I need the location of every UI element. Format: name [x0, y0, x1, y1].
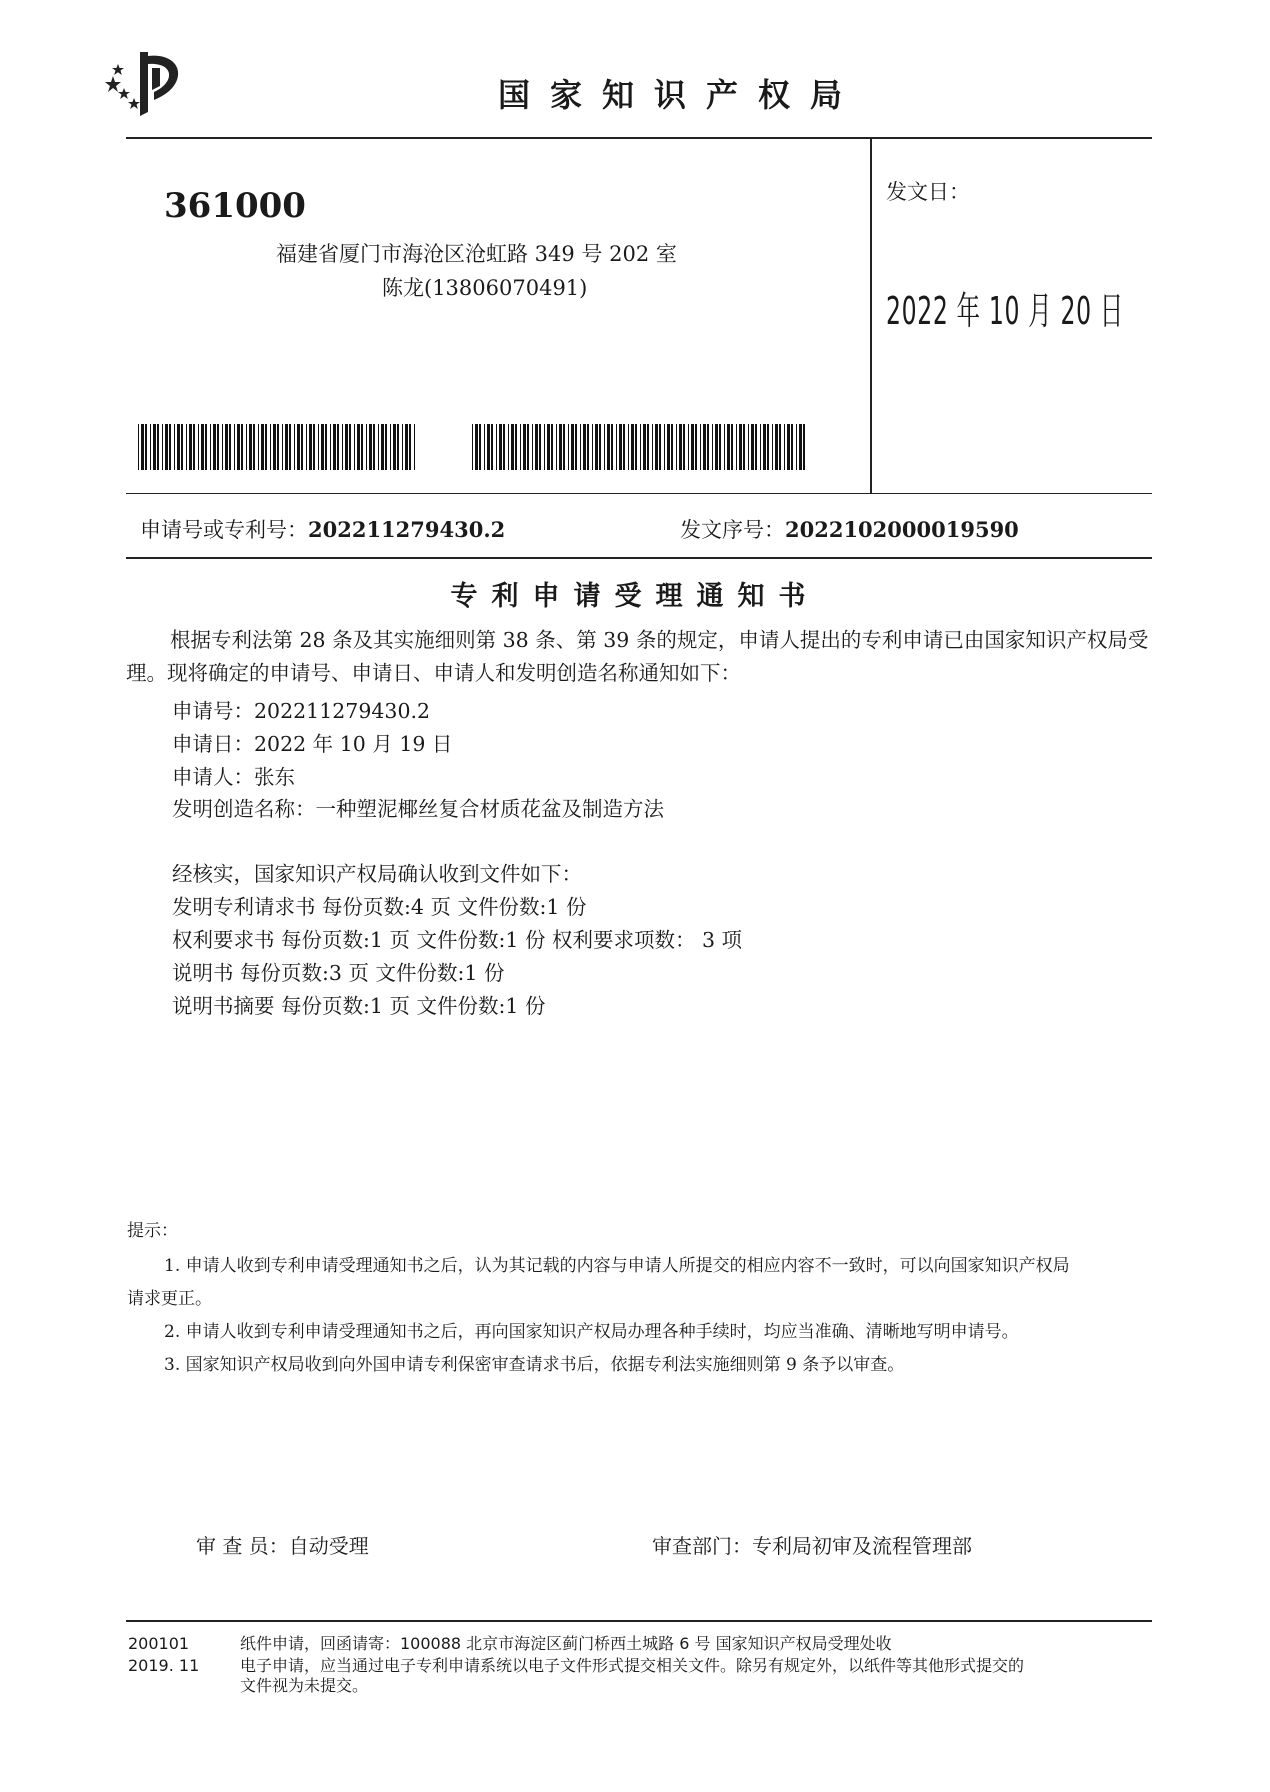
review-department: 审查部门：专利局初审及流程管理部 [652, 1534, 972, 1558]
header-top-rule [126, 137, 1152, 139]
intro-paragraph: 根据专利法第 28 条及其实施细则第 38 条、第 39 条的规定，申请人提出的专利申请已由国家知识产权局受理。现将确定的申请号、申请日、申请人和发明创造名称通知如下： [126, 628, 1149, 685]
form-code: 200101 [128, 1634, 190, 1653]
tips-heading: 提示： [127, 1221, 178, 1241]
applicant-line: 申请人：张东 [172, 765, 295, 789]
barcode [138, 424, 416, 470]
app-number-line: 申请号：202211279430.2 [172, 699, 431, 723]
document-number-label: 发文序号： [680, 518, 785, 542]
dispatch-date: 2022 年 10 月 20 日 [886, 289, 1124, 333]
file-item: 权利要求书 每份页数:1 页 文件份数:1 份 权利要求项数： 3 项 [172, 928, 743, 952]
document-title: 专利申请受理通知书 [450, 581, 820, 612]
file-item: 说明书摘要 每份页数:1 页 文件份数:1 份 [172, 994, 546, 1018]
application-number-label: 申请号或专利号： [140, 518, 308, 542]
tip-item: 3. 国家知识产权局收到向外国申请专利保密审查请求书后，依据专利法实施细则第 9 条予以审查。 [164, 1355, 905, 1375]
form-version: 2019. 11 [128, 1656, 200, 1675]
document-number [680, 514, 1019, 544]
agency-name: 国家知识产权局 [497, 76, 862, 114]
footer-line: 纸件申请，回函请寄：100088 北京市海淀区蓟门桥西土城路 6 号 国家知识产权局受理处收 [240, 1634, 892, 1653]
postcode: 361000 [164, 186, 306, 226]
tip-item: 请求更正。 [127, 1289, 212, 1309]
tip-item: 2. 申请人收到专利申请受理通知书之后，再向国家知识产权局办理各种手续时，均应当准确、清晰地写明申请号。 [164, 1322, 1019, 1342]
barcode [472, 424, 806, 470]
tip-item: 1. 申请人收到专利申请受理通知书之后，认为其记载的内容与申请人所提交的相应内容不一致时，可以向国家知识产权局 [164, 1256, 1070, 1276]
application-number-value: 202211279430.2 [308, 517, 506, 542]
footer-line: 电子申请，应当通过电子专利申请系统以电子文件形式提交相关文件。除另有规定外，以纸件等其他形式提交的 [240, 1656, 1025, 1675]
file-item: 发明专利请求书 每份页数:4 页 文件份数:1 份 [172, 895, 587, 919]
ids-bottom-rule [126, 557, 1152, 559]
invention-title-line: 发明创造名称：一种塑泥椰丝复合材质花盆及制造方法 [172, 797, 664, 821]
received-intro: 经核实，国家知识产权局确认收到文件如下： [172, 862, 582, 886]
document-number-value: 2022102000019590 [785, 517, 1019, 542]
header-column-divider [870, 138, 872, 494]
recipient-contact: 陈龙(13806070491) [382, 276, 588, 300]
dispatch-date-label: 发文日： [886, 180, 970, 204]
footer-line: 文件视为未提交。 [240, 1676, 369, 1695]
cnipa-logo-icon [104, 46, 200, 118]
footer-rule [126, 1620, 1152, 1622]
header-bottom-rule [126, 493, 1152, 494]
reviewer: 审 查 员：自动受理 [196, 1534, 369, 1558]
app-date-line: 申请日：2022 年 10 月 19 日 [172, 732, 453, 756]
recipient-address: 福建省厦门市海沧区沧虹路 349 号 202 室 [276, 242, 677, 266]
file-item: 说明书 每份页数:3 页 文件份数:1 份 [172, 961, 505, 985]
application-number [140, 514, 505, 544]
